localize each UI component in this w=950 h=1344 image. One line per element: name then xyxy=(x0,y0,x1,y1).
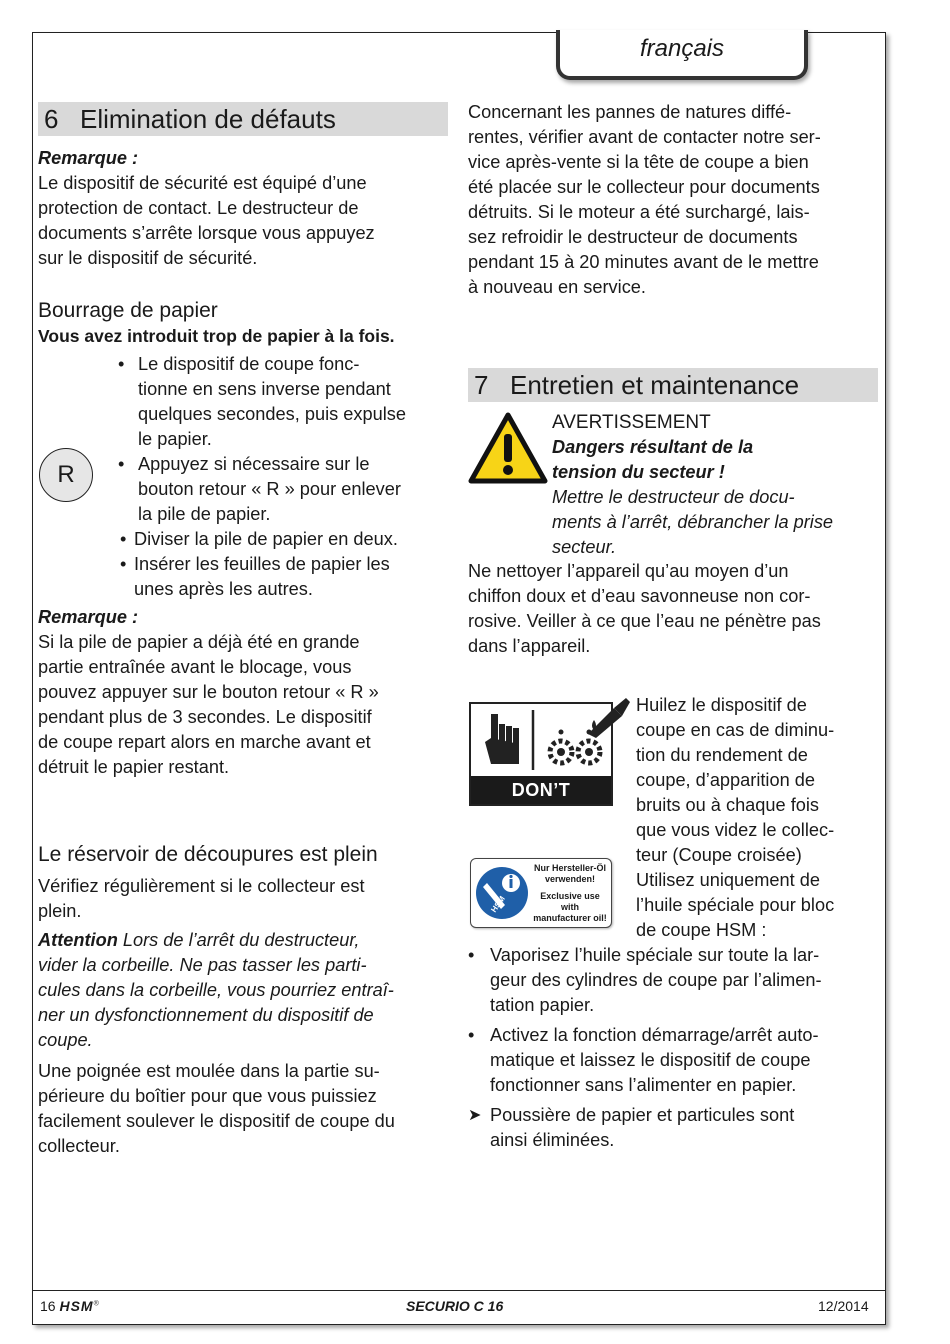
section-6-heading: 6 Elimination de défauts xyxy=(38,102,448,136)
paper-jam-title: Bourrage de papier xyxy=(38,299,218,322)
language-tab: français xyxy=(556,30,808,80)
section-7 xyxy=(468,368,878,402)
dont-forget-label: DON’T FORGET xyxy=(471,776,611,804)
container-full-title: Le réservoir de découpures est plein xyxy=(38,843,378,866)
right-intro: Concernant les pannes de natures diffé- rentes, vérifier avant de contacter notre ser- vice après-vente si la tête de coupe a bien été placée sur le collecteur pour documents détruits. Si le moteur a été surchargé, lais- sez refroidir le destructeur de documents pendant 15 à 20 minutes avant de le mettre à nouveau en service. xyxy=(468,102,821,297)
arrow-right-icon: ➤ xyxy=(468,1107,482,1124)
section-6 xyxy=(38,102,448,136)
hsm-logo: HSM xyxy=(59,1298,94,1314)
footer-model: SECURIO C 16 xyxy=(406,1298,504,1314)
badge-brand: HSM xyxy=(489,894,507,915)
jam-bullets: • Le dispositif de coupe fonc- tionne en sens inverse pendant quelques secondes, puis expulse le papier. • Appuyez si nécessaire sur le bouton retour « R » pour enlever la pile de papier. • Diviser la pile de papier en deux. • Insérer les feuilles de papier les unes après les autres. xyxy=(118,354,406,599)
warning-triangle-icon xyxy=(468,412,548,484)
oil-instructions: Huilez le dispositif de coupe en cas de diminu- tion du rendement de coupe, d’apparition de bruits ou à chaque fois que vous videz le collec- teur (Coupe croisée) Utilisez uniquement de l’huile spéciale pour bloc de coupe HSM : xyxy=(636,695,835,940)
warning-box: AVERTISSEMENT Dangers résultant de la tension du secteur ! Mettre le destructeur de docu- ments à l’arrêt, débrancher la prise secteur. xyxy=(552,412,834,557)
oil-can-icon xyxy=(584,694,632,738)
remark-2: Remarque : Si la pile de papier a déjà été en grande partie entraînée avant le blocage, vous pouvez appuyer sur le bouton retour « R » pendant plus de 3 secondes. Le dispositif de coupe repart alors en marche avant et détruit le papier restant. xyxy=(38,607,379,777)
r-button-icon: R xyxy=(39,448,93,502)
section-7-heading: 7 Entretien et maintenance xyxy=(468,368,878,402)
hsm-oil-badge: HSM Nur Hersteller-Öl verwenden! Exclusive use with manufacturer oil! xyxy=(470,858,612,928)
footer-page: 16 HSM® xyxy=(40,1298,99,1314)
cleaning-text: Ne nettoyer l’appareil qu’au moyen d’un chiffon doux et d’eau savonneuse non cor- rosive. Veiller à ce que l’eau ne pénètre pas dans l’appareil. xyxy=(468,561,821,656)
remark-1: Remarque : Le dispositif de sécurité est équipé d’une protection de contact. Le destructeur de documents s’arrête lorsque vous appuyez sur le dispositif de sécurité. xyxy=(38,148,375,268)
paper-jam: Bourrage de papier Vous avez introduit trop de papier à la fois. xyxy=(38,298,448,349)
footer-date: 12/2014 xyxy=(818,1298,869,1314)
container-full: Le réservoir de découpures est plein Vérifiez régulièrement si le collecteur est plein. Attention Lors de l’arrêt du destructeur, vider la corbeille. Ne pas tasser les parti- cules dans la corbeille, vous pourriez entraî- ner un dysfonctionnement du dispositif de coupe. Une poignée est moulée dans la partie su- périeure du boîtier pour que vous puissiez facilement soulever le dispositif de coupe du collecteur. xyxy=(38,842,448,1159)
info-oil-icon xyxy=(475,865,529,921)
oil-bullets: • Vaporisez l’huile spéciale sur toute la lar- geur des cylindres de coupe par l’alimen- tation papier. • Activez la fonction démarrage/arrêt auto- matique et laissez le dispositif de coupe fonctionner sans l’alimenter en papier. ➤ Poussière de papier et particules sont ainsi éliminées. xyxy=(468,945,822,1150)
footer-rule xyxy=(32,1290,886,1291)
